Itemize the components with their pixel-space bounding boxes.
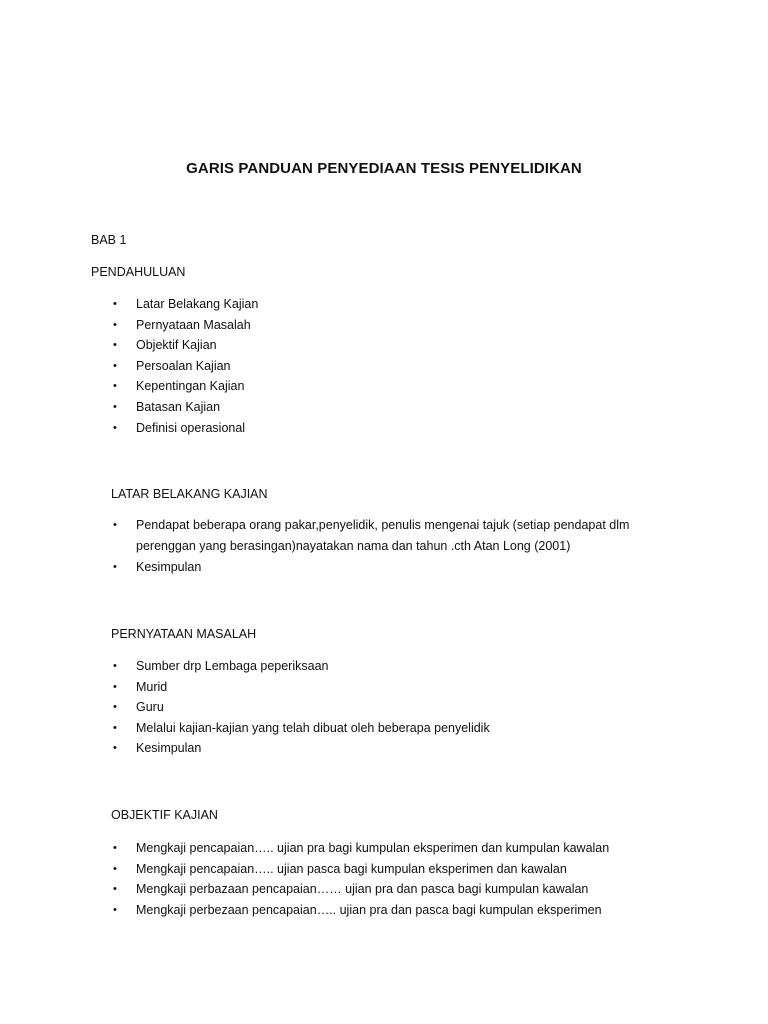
list-item (111, 656, 490, 677)
bullet-icon: • (113, 318, 117, 331)
latar-belakang-list (111, 515, 676, 577)
objektif-kajian-list (111, 838, 609, 920)
list-item-text: Melalui kajian-kajian yang telah dibuat oleh beberapa penyelidik (136, 720, 490, 735)
list-item (111, 879, 609, 900)
list-item-text: Batasan Kajian (136, 399, 221, 414)
bullet-icon: • (113, 380, 117, 393)
document-title: GARIS PANDUAN PENYEDIAAN TESIS PENYELIDIKAN (186, 160, 582, 177)
chapter-label: BAB 1 (91, 233, 127, 247)
list-item (111, 315, 258, 336)
list-item-text: Sumber drp Lembaga peperiksaan (136, 659, 329, 673)
bullet-icon: • (113, 298, 117, 310)
bullet-icon: • (113, 680, 117, 693)
bullet-icon: • (113, 339, 117, 352)
list-item (111, 418, 258, 439)
list-item (111, 838, 609, 859)
list-item (111, 294, 258, 315)
section-heading-objektif-kajian: OBJEKTIF KAJIAN (111, 808, 218, 822)
list-item-text: Kepentingan Kajian (136, 379, 245, 394)
list-item (111, 718, 490, 739)
list-item-text: Mengkaji perbazaan pencapaian…… ujian pra dan pasca bagi kumpulan kawalan (136, 882, 589, 897)
list-item-text: Kesimpulan (136, 741, 202, 756)
list-item-text: Mengkaji pencapaian….. ujian pasca bagi kumpulan eksperimen dan kawalan (136, 861, 567, 876)
list-item-text: Latar Belakang Kajian (136, 297, 259, 311)
pernyataan-masalah-list (111, 656, 490, 759)
list-item-text: Mengkaji perbezaan pencapaian….. ujian pra dan pasca bagi kumpulan eksperimen (136, 902, 602, 917)
list-item (111, 738, 490, 759)
list-item (111, 397, 258, 418)
list-item (111, 677, 490, 698)
bullet-icon: • (113, 560, 117, 573)
bullet-icon: • (113, 519, 117, 531)
pendahuluan-list (111, 294, 258, 438)
list-item-text: Definisi operasional (136, 420, 246, 435)
bullet-icon: • (113, 883, 117, 896)
section-heading-pernyataan-masalah: PERNYATAAN MASALAH (111, 627, 257, 641)
list-item-text: Pernyataan Masalah (136, 317, 251, 332)
list-item-text-line-2: perenggan yang berasingan)nayatakan nama dan tahun .cth Atan Long (2001) (136, 539, 571, 553)
section-heading-pendahuluan: PENDAHULUAN (91, 265, 186, 279)
bullet-icon: • (113, 903, 117, 916)
list-item (111, 859, 609, 880)
list-item (111, 900, 609, 921)
list-item-text: Kesimpulan (136, 559, 202, 574)
list-item-text: Murid (136, 679, 168, 694)
bullet-icon: • (113, 701, 117, 714)
bullet-icon: • (113, 421, 117, 434)
list-item-text: Mengkaji pencapaian….. ujian pra bagi kumpulan eksperimen dan kumpulan kawalan (136, 841, 610, 855)
bullet-icon: • (113, 400, 117, 413)
list-item (111, 697, 490, 718)
list-item-text-line-1: Pendapat beberapa orang pakar,penyelidik, penulis mengenai tajuk (setiap pendapat dlm (136, 518, 630, 532)
list-item (111, 376, 258, 397)
bullet-icon: • (113, 721, 117, 734)
bullet-icon: • (113, 660, 117, 672)
bullet-icon: • (113, 842, 117, 854)
list-item-text: Persoalan Kajian (136, 358, 231, 373)
bullet-icon: • (113, 862, 117, 875)
list-item-text: Guru (136, 700, 164, 715)
list-item (111, 557, 676, 578)
list-item (111, 335, 258, 356)
section-heading-latar-belakang: LATAR BELAKANG KAJIAN (111, 487, 268, 501)
bullet-icon: • (113, 742, 117, 755)
list-item (111, 356, 258, 377)
list-item (111, 515, 676, 557)
list-item-text: Objektif Kajian (136, 338, 217, 353)
bullet-icon: • (113, 359, 117, 372)
